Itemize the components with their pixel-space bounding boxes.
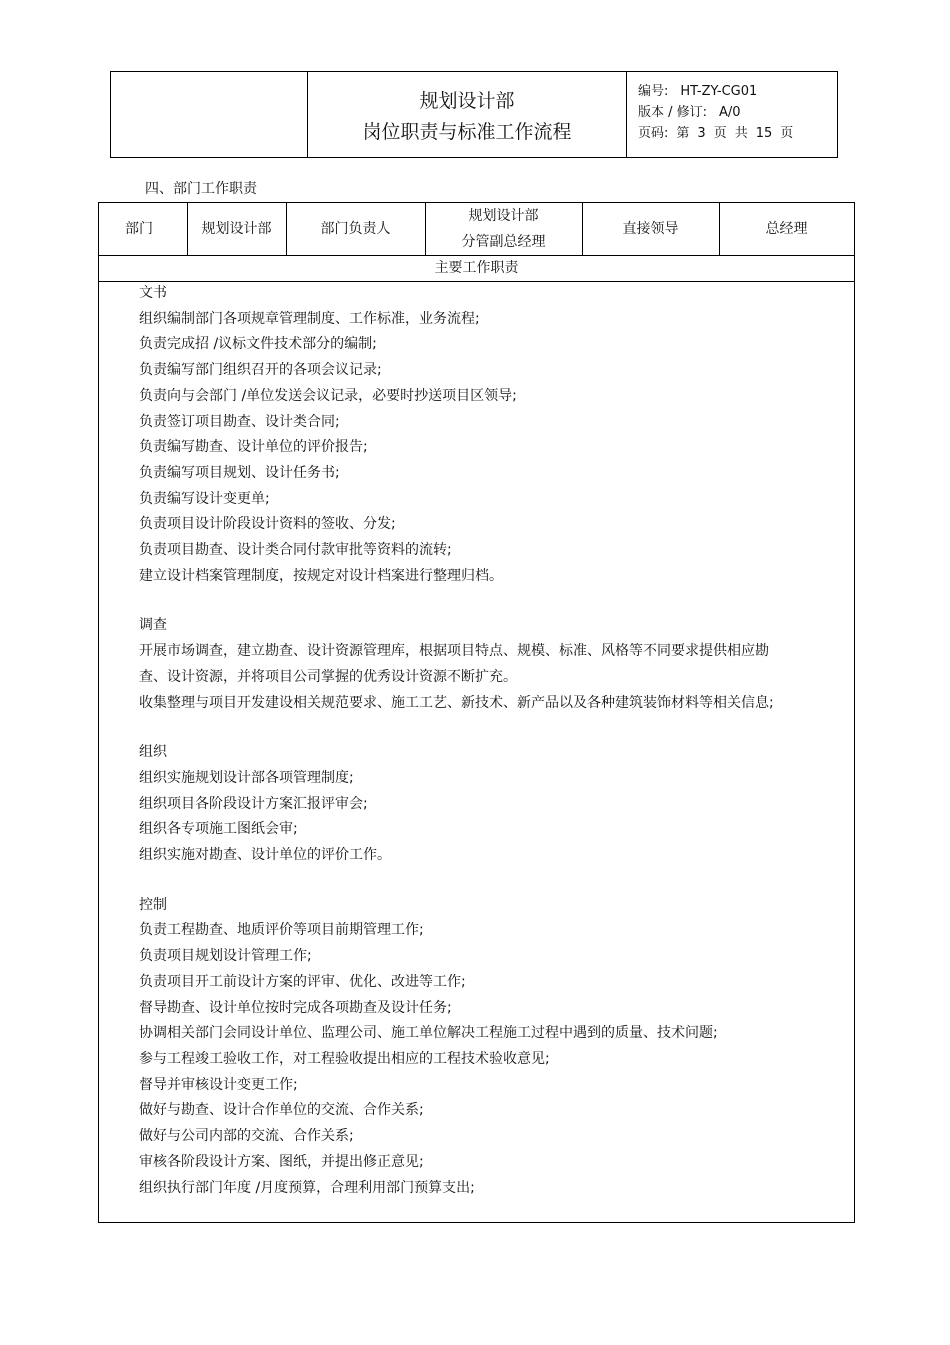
list-item: 负责编写勘查、设计单位的评价报告; [139,439,368,456]
list-item: 负责完成招 /议标文件技术部分的编制; [139,336,377,353]
header-title-block [307,72,627,157]
doc-page-gong: 共 [734,126,748,141]
header-meta-block [638,81,793,144]
doc-page-row [638,123,793,144]
doc-code-row [638,81,793,102]
leader-label: 直接领导 [622,221,679,237]
list-item: 协调相关部门会同设计单位、监理公司、施工单位解决工程施工过程中遇到的质量、技术问题; [139,1025,718,1042]
head-value [425,203,582,255]
duties-table [98,202,855,1223]
list-item: 负责项目设计阶段设计资料的签收、分发; [139,516,396,533]
head-value-line1: 规划设计部 [468,208,539,224]
list-item: 负责项目勘查、设计类合同付款审批等资料的流转; [139,542,452,559]
list-item: 建立设计档案管理制度，按规定对设计档案进行整理归档。 [139,567,503,584]
spacer [139,869,779,893]
group-title: 控制 [139,896,167,913]
dept-label: 部门 [125,221,153,237]
list-item: 做好与公司内部的交流、合作关系; [139,1128,354,1145]
list-item: 负责项目规划设计管理工作; [139,948,312,965]
list-item: 审核各阶段设计方案、图纸，并提出修正意见; [139,1153,424,1170]
doc-page-label: 页码: [638,126,669,141]
group-title: 文书 [139,285,167,301]
doc-version-row [638,102,793,123]
list-item: 组织实施规划设计部各项管理制度; [139,769,354,786]
list-item: 督导勘查、设计单位按时完成各项勘查及设计任务; [139,999,452,1016]
duties-body [139,281,779,1201]
list-item: 督导并审核设计变更工作; [139,1076,298,1093]
doc-version-label: 版本 / 修订: [638,105,708,120]
list-item: 组织实施对勘查、设计单位的评价工作。 [139,847,391,864]
leader-value: 总经理 [765,221,808,237]
list-item: 组织项目各阶段设计方案汇报评审会; [139,795,368,812]
spacer [139,589,779,613]
list-item: 负责工程勘查、地质评价等项目前期管理工作; [139,922,424,939]
section-title: 四、部门工作职责 [145,181,257,197]
list-item: 负责向与会部门 /单位发送会议记录，必要时抄送项目区领导; [139,387,517,404]
list-item: 开展市场调查，建立勘查、设计资源管理库，根据项目特点、规模、标准、风格等不同要求提供相应勘查、设计资源，并将项目公司掌握的优秀设计资源不断扩充。 [139,643,769,685]
doc-page-number: 3 [697,126,706,141]
list-item: 参与工程竣工验收工作，对工程验收提出相应的工程技术验收意见; [139,1050,550,1067]
head-value-line2: 分管副总经理 [461,234,546,250]
group-title: 组织 [139,744,167,761]
list-item: 负责编写部门组织召开的各项会议记录; [139,362,382,379]
header-title-line1: 规划设计部 [419,90,515,112]
doc-code-value: HT-ZY-CG01 [680,84,758,99]
list-item: 负责编写项目规划、设计任务书; [139,464,340,481]
list-item: 组织执行部门年度 /月度预算，合理利用部门预算支出; [139,1179,475,1196]
doc-code-label: 编号: [638,84,669,99]
list-item: 负责签订项目勘查、设计类合同; [139,413,340,430]
doc-page-total: 15 [755,126,773,141]
doc-page-ye2: 页 [780,126,794,141]
list-item: 负责编写设计变更单; [139,490,270,507]
head-label: 部门负责人 [320,221,391,237]
spacer [139,716,779,740]
header-title-line2: 岗位职责与标准工作流程 [362,121,572,143]
document-header [110,71,838,158]
doc-version-value: A/0 [719,105,741,120]
list-item: 组织编制部门各项规章管理制度、工作标准，业务流程; [139,310,480,327]
main-duties-title: 主要工作职责 [434,260,519,276]
list-item: 收集整理与项目开发建设相关规范要求、施工工艺、新技术、新产品以及各种建筑装饰材料等相关信息; [139,694,774,711]
doc-page-di: 第 [676,126,690,141]
dept-value: 规划设计部 [201,221,272,237]
list-item: 做好与勘查、设计合作单位的交流、合作关系; [139,1102,424,1119]
doc-page-ye: 页 [713,126,727,141]
list-item: 负责项目开工前设计方案的评审、优化、改进等工作; [139,973,466,990]
group-title: 调查 [139,617,167,634]
list-item: 组织各专项施工图纸会审; [139,821,298,838]
